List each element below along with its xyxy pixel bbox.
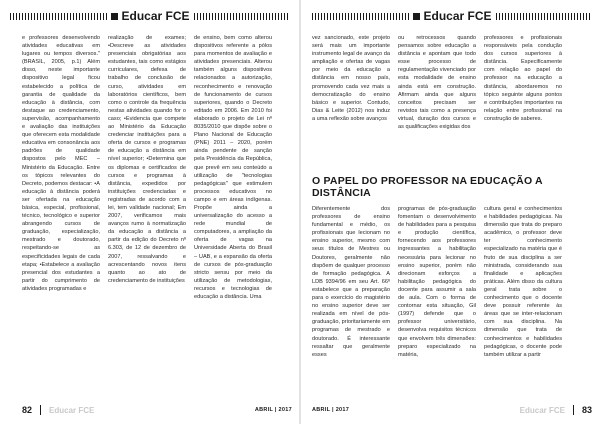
section-heading: O PAPEL DO PROFESSOR NA EDUCAÇÃO A DISTÂNCIA [312,175,543,199]
text-column [484,205,562,359]
page-number: 83 [581,405,592,415]
footer-separator [40,405,41,415]
header-stripes [10,13,107,20]
footer-brand: Educar FCE [49,405,95,415]
column-text: vez sancionado, este projeto será mais um importante instrumento legal de avanço da ampliação e ofertas de vagas por meio da educação a distância em nosso país, promovendo cada vez mais a democratização do ensino básico e superior. Contudo, Dias & Leite (2012) nos induz a uma reflexão sobre avanços [312,35,390,122]
issue-date: ABRIL | 2017 [312,407,350,413]
column-text: realização de exames; •Descreve as atividades presenciais obrigatórias aos estudantes, tais como estágios curriculares, defesa de trabalho de conclusão de curso, atividades em laboratórios científicos, bem como o controle da frequência nestas atividades quando for o caso; •Evidencia que compete ao Ministério da Educação credenciar instituições para a oferta de cursos e programas de educação a distância em nível superior; •Determina que os diplomas e certificados de cursos e programas à distância, expedidos por instituições credenciadas e registradas de acordo com a lei, tem validade nacional; Em 2007, verificamos mais avanços rumo à normatização da educação a distância a partir da edição do Decreto nº 6.303, de 12 de dezembro de 2007, ressalvando e acrescentando novos itens quanto ao ato de credenciamento de instituições [108,35,186,284]
text-column [22,34,100,301]
text-columns [312,34,562,131]
column-text: Diferentemente dos professores de ensino fundamental e médio, os profissionais que lecionam no ensino superior, mesmo com seus títulos de Mestres ou Doutores, geralmente não dispõem de qualquer processo de formação pedagógica. A LDB 9394/96 em seu Art. 66º estabelece que a preparação para o exercício do magistério no ensino superior deve ser realizada em nível de pós-graduação, prioritariamente em programas de mestrado e doutorado. É interessante ressaltar que geralmente esses [312,206,390,358]
column-text: de ensino, bem como alterou dispositivos referente a pólos para momentos de avaliação e atividades presenciais. Alterou também alguns dispositivos relacionados a autorização, reconhecimento e renovação de funcionamento de cursos superiores, quando o Decreto editado em 2006. Em 2010 foi elaborado o projeto de Lei nº 8035/2010 que dispõe sobre o Plano Nacional de Educação (PNE) 2011 – 2020, porém ainda pendente de sanção pela Presidência da República, que prevê em seu conteúdo a utilização de "tecnologias pedagógicas" que estimulem processos educativos no campo e em áreas indígenas. Propõe ainda a universalização do acesso a rede mundial de computadores, a ampliação da oferta de vagas na Universidade Aberta do Brasil – UAB, e a expansão da oferta de cursos de pós-graduação stricto sensu por meio da utilização de metodologias, recursos e tecnologias de educação a distância. Uma [194,35,272,300]
column-text: ou retrocessos quando pensamos sobre educação a distância e apontam que todo esse processo de regulamentação vivenciado por esta modalidade de ensino ainda está em construção. Afirmam ainda que alguns conceitos precisam ser revistos tais como a presença virtual, duração dos cursos e as qualificações exigidas dos [398,35,476,131]
text-columns [312,205,562,359]
page-footer [22,403,292,417]
text-column [398,205,476,359]
page-footer [312,403,592,417]
text-column [108,34,186,301]
column-text: cultura geral e conhecimentos e habilidades pedagógicas. Na dimensão que trata do preparo acadêmico, o professor deve ter conhecimento especializado na matéria que é fruto de sua disciplina a ser ministrada, considerando sua finalidade e aplicações práticas. Além disso da cultura geral trata sobre o conhecimento que o docente deve possuir referente às áreas que se inter-relacionam com sua disciplina. Na dimensão que trata de conhecimentos e habilidades pedagógicas, o docente pode também utilizar a partir [484,206,562,358]
text-column [398,34,476,131]
page-header [312,8,592,24]
issue-date: ABRIL | 2017 [254,407,292,413]
brand-name: Educar FCE [423,9,492,23]
brand-square-icon [111,13,118,20]
right-page [300,0,600,424]
brand-square-icon [413,13,420,20]
text-column [194,34,272,301]
text-column [484,34,562,131]
header-stripes [194,13,291,20]
header-brand [107,9,194,23]
page-header [10,8,290,24]
header-stripes [312,13,409,20]
column-text: programas de pós-graduação fomentam o desenvolvimento de habilidades para a pesquisa e produção científica, fornecendo aos professores ingressantes a habilitação necessária para lecionar no ensino superior, porém não direcionam esforços a habilitação pedagógica do docente para assumir a sala de aula. Com o forma de contornar esta situação, Gil (1997) defende que o professor universitário, desenvolva requisitos técnicos que envolvem três dimensões: preparo especializado na matéria, [398,206,476,358]
footer-brand: Educar FCE [519,405,565,415]
page-number: 82 [22,405,33,415]
footer-separator [573,405,574,415]
text-columns [22,34,272,301]
text-column [312,34,390,131]
text-column [312,205,390,359]
header-brand [409,9,496,23]
column-text: e professores desenvolvendo atividades educativas em lugares ou tempos diversos." (BRASIL, 2005, p.1) Além disso, neste importante dispositivo legal ficou estabelecido a política de garantia de qualidade da educação à distância, com destaque ao credenciamento, supervisão, acompanhamento e avaliação das instituições que oferecem esta modalidade educativa em consonância aos padrões de qualidade dispostos pelo MEC – Ministério da Educação. Entre os tópicos relevantes do Decreto, podemos destacar: •A educação à distância poderá ser ofertada na educação básica, especial, profissional, técnico, tecnológico e superior abrangendo cursos de graduação, especialização, mestrado e doutorado, respeitando-se as especificidades legais de cada etapa; •Estabelece a avaliação presencial dos estudantes a partir do cumprimento de atividades programadas e [22,35,100,292]
column-text: professores e profissionais responsáveis pela condução dos cursos superiores à distância. Especificamente com relação ao papel do professor na educação a distância, abordaremos no tópico seguinte alguns pontos e contribuições importantes na relação entre profissional na construção de saberes. [484,35,562,122]
header-stripes [496,13,593,20]
brand-name: Educar FCE [121,9,190,23]
